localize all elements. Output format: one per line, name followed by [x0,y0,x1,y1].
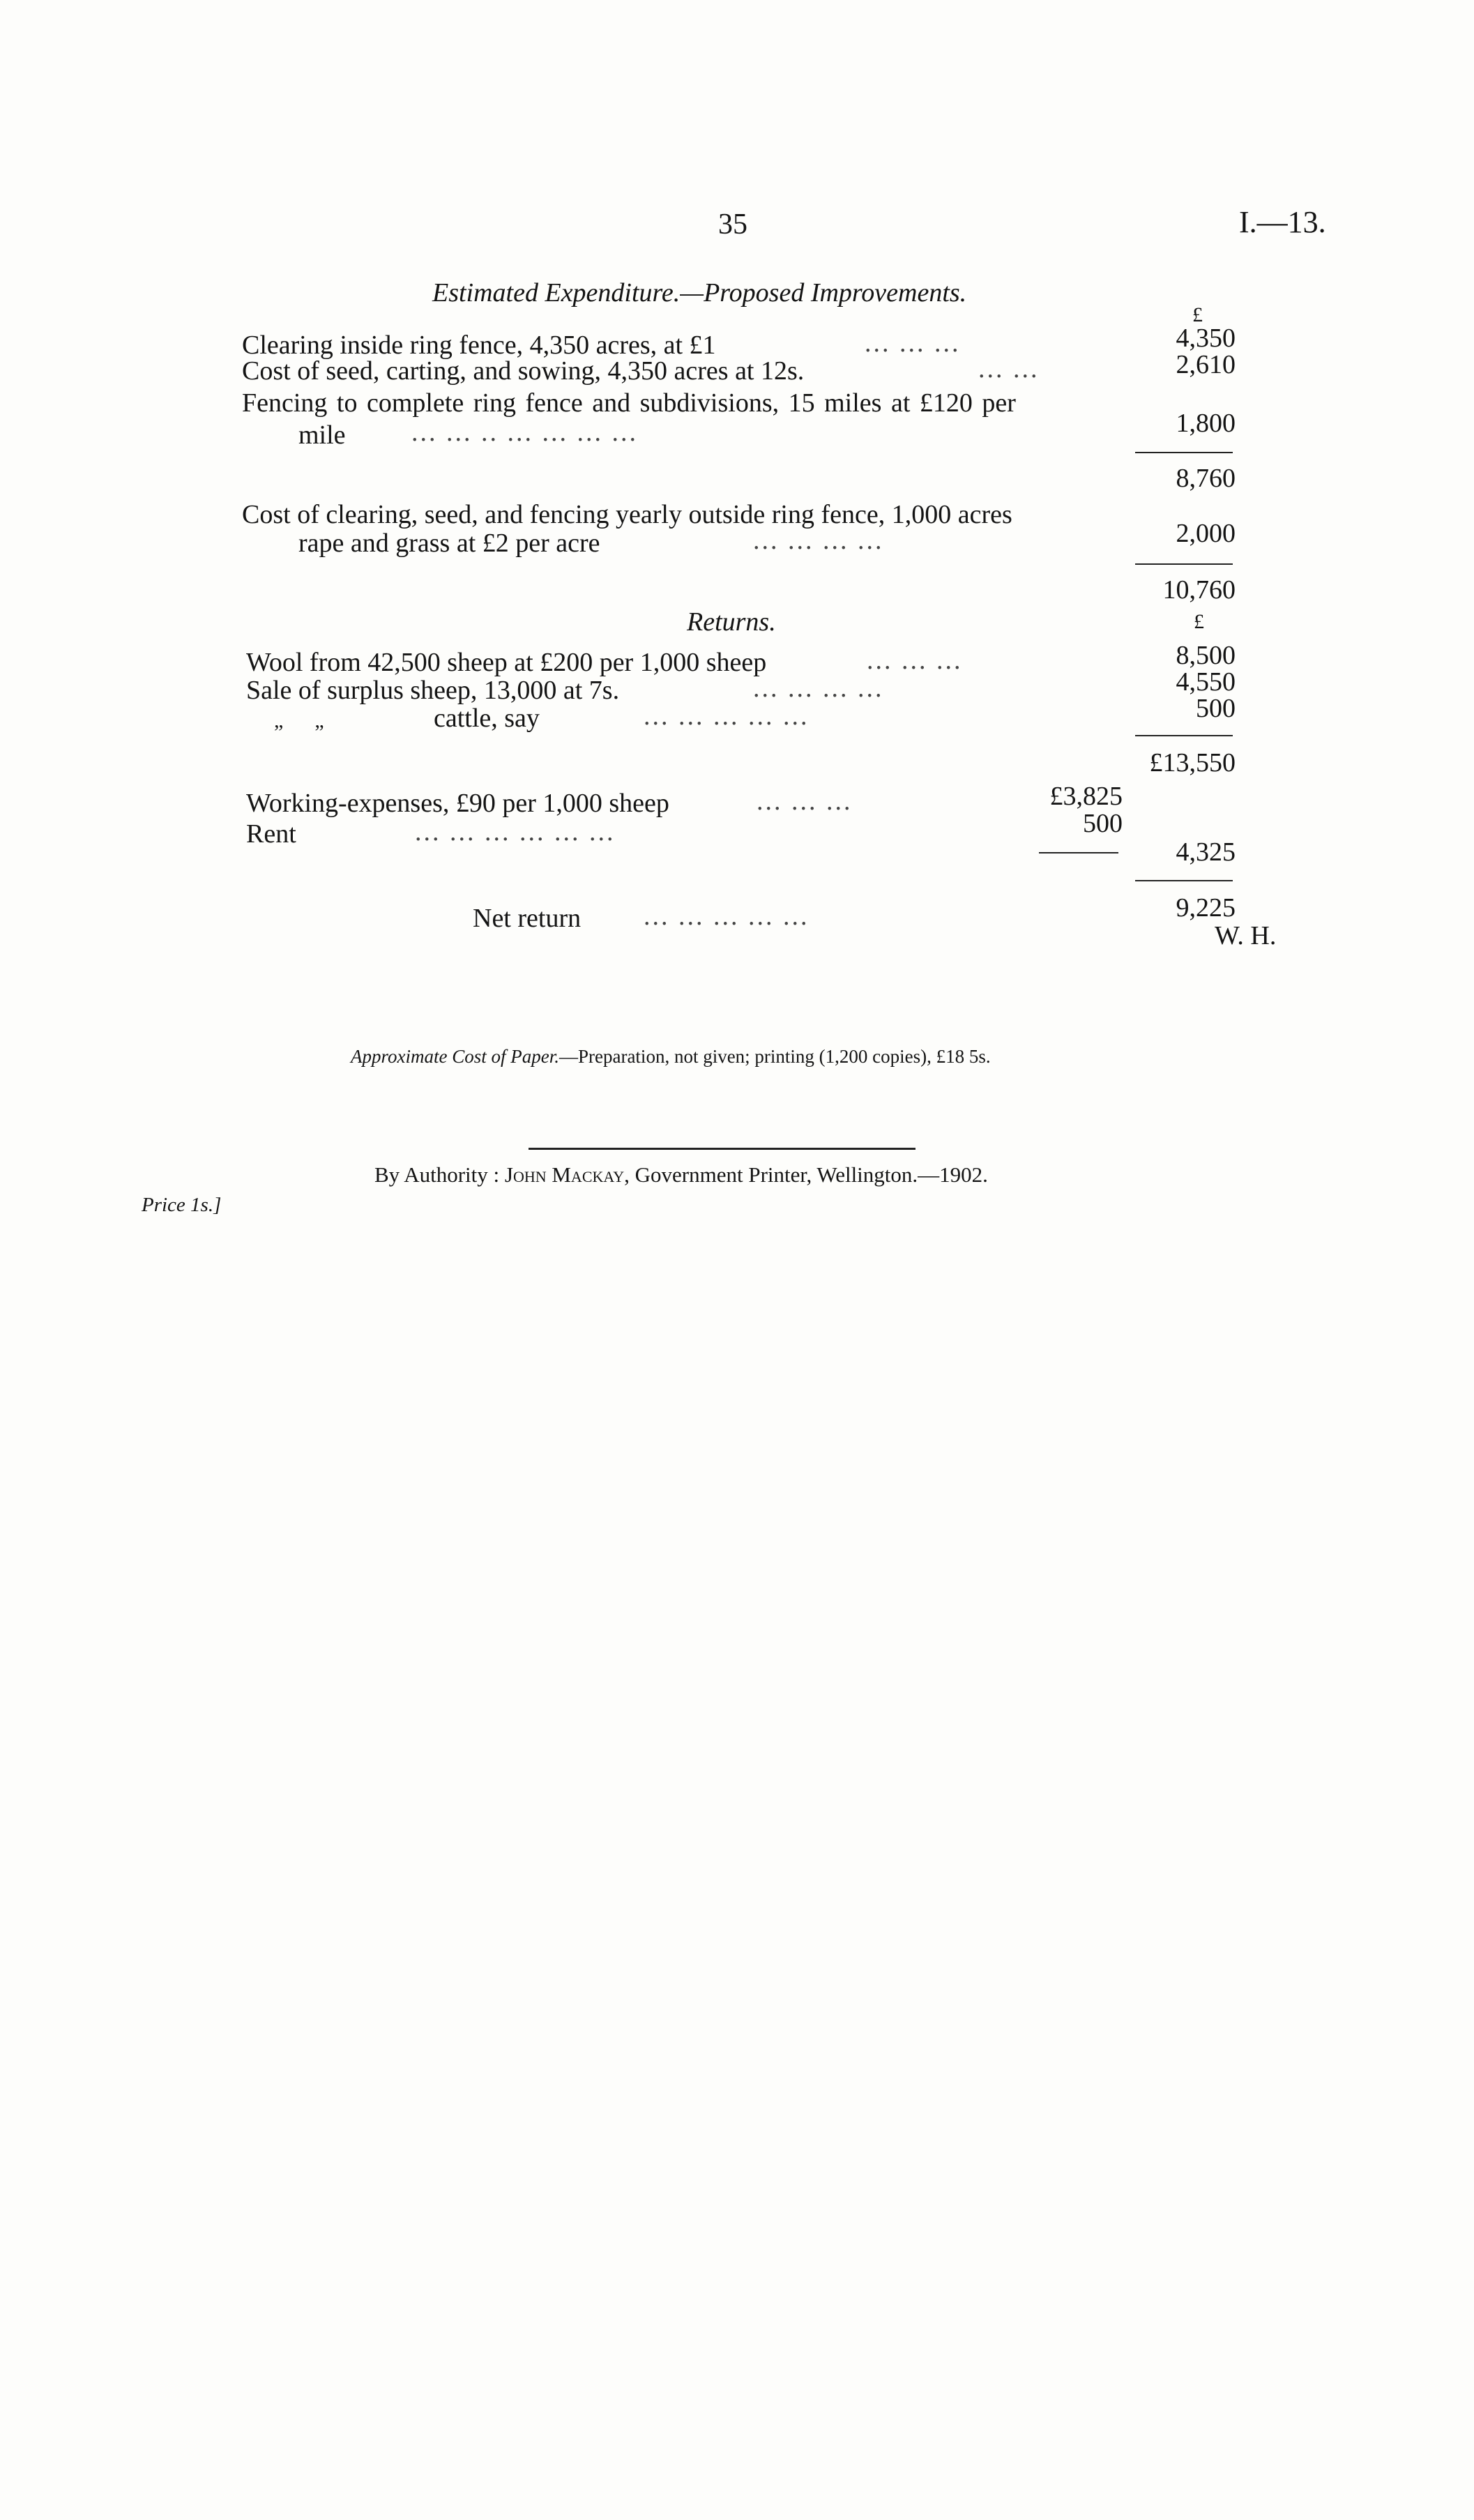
expenditure-item-label: Clearing inside ring fence, 4,350 acres, at £1 [242,331,716,360]
leader-dots: ... ... [978,354,1040,384]
net-return-amount: 9,225 [1176,893,1236,923]
expenditure-item-amount: 1,800 [1176,409,1236,438]
expenses-total: 4,325 [1176,837,1236,867]
total-rule [1135,563,1233,565]
leader-dots: ... ... ... ... [753,674,884,703]
leader-dots: ... ... ... ... ... [644,902,810,931]
rent-amount: 500 [1083,809,1123,838]
leader-dots: ... ... .. ... ... ... ... [411,418,638,447]
leader-dots: ... ... ... ... ... ... [415,817,616,847]
authority-rest: Government Printer, Wellington.—1902. [635,1162,988,1187]
working-expenses-label: Working-expenses, £90 per 1,000 sheep [246,789,669,818]
subtotal-rule [1135,452,1233,453]
rent-label: Rent [246,819,296,849]
cost-of-paper-label: Approximate Cost of Paper. [351,1046,559,1067]
returns-item-amount: 500 [1196,694,1236,723]
expenditure-subtotal: 8,760 [1176,464,1236,493]
document-reference: I.—13. [1239,205,1326,239]
leader-dots: ... ... ... [865,328,961,358]
cost-of-paper [351,1045,991,1068]
expenditure-total: 10,760 [1162,575,1236,605]
price: Price 1s.] [142,1194,222,1216]
cost-of-paper-text: —Preparation, not given; printing (1,200 copies), £18 5s. [559,1046,991,1067]
expenditure-item-amount: 2,000 [1176,519,1236,548]
expenditure-item-amount: 4,350 [1176,324,1236,353]
printer-authority [374,1162,988,1188]
ditto-marks: „ „ [274,709,324,732]
returns-item-label: Sale of surplus sheep, 13,000 at 7s. [246,676,620,705]
returns-item-label: Wool from 42,500 sheep at £200 per 1,000 sheep [246,648,767,677]
returns-title: Returns. [687,607,776,637]
expenditure-item-label: Cost of clearing, seed, and fencing yearly outside ring fence, 1,000 acres [242,500,1012,529]
expenditure-item-label: Cost of seed, carting, and sowing, 4,350 acres at 12s. [242,356,805,386]
leader-dots: ... ... ... ... [753,526,884,555]
page-number: 35 [718,208,747,241]
returns-total-rule [1135,735,1233,736]
currency-header: £ [1192,303,1203,326]
returns-item-label: cattle, say [434,704,540,733]
working-expenses-amount: £3,825 [1049,782,1123,811]
author-initials: W. H. [1215,921,1277,950]
leader-dots: ... ... ... [757,787,853,816]
expenditure-item-label-continued: mile [298,420,346,450]
returns-total: £13,550 [1149,748,1236,777]
net-rule [1135,880,1233,881]
currency-header: £ [1194,610,1204,633]
leader-dots: ... ... ... ... ... [644,701,810,731]
leader-dots: ... ... ... [867,646,963,675]
returns-item-amount: 4,550 [1176,667,1236,697]
expenditure-item-label-continued: rape and grass at £2 per acre [298,529,600,558]
section-title: Estimated Expenditure.—Proposed Improvements. [432,278,967,308]
expenditure-item-label: Fencing to complete ring fence and subdivisions, 15 miles at £120 per [242,388,1016,418]
footer-rule [529,1148,915,1150]
expenditure-item-amount: 2,610 [1176,350,1236,379]
returns-item-amount: 8,500 [1176,641,1236,670]
printer-name: John Mackay, [504,1162,630,1187]
expenses-rule [1039,852,1118,853]
net-return-label: Net return [473,904,582,933]
authority-prefix: By Authority : [374,1162,500,1187]
